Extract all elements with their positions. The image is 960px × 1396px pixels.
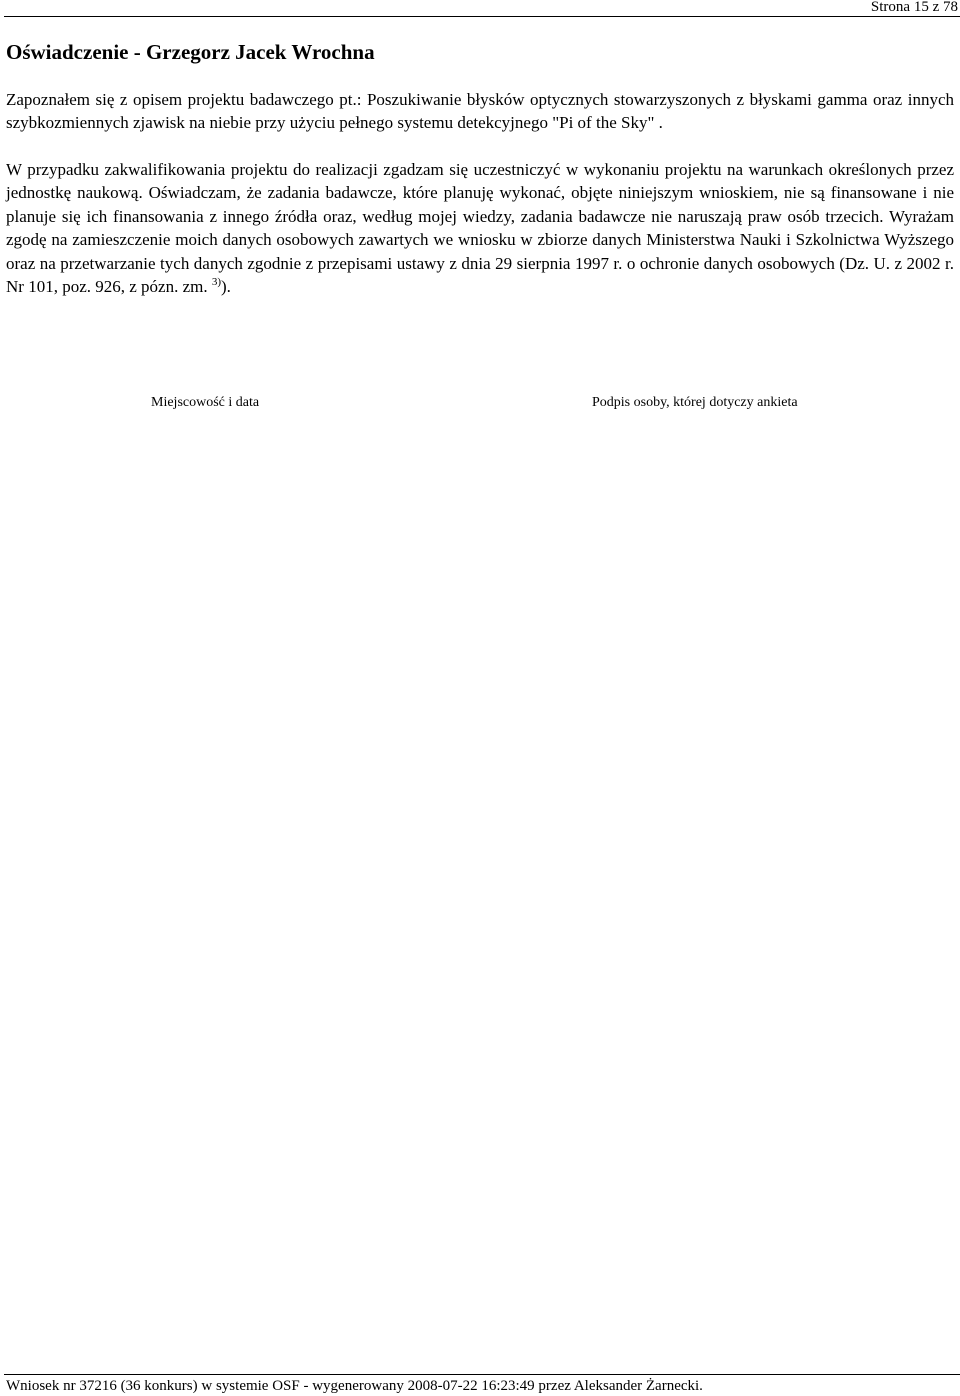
place-date-label: Miejscowość i data: [151, 395, 260, 410]
page-number: Strona 15 z 78: [870, 0, 958, 15]
document-title: Oświadczenie - Grzegorz Jacek Wrochna: [6, 40, 375, 64]
footnote-marker: 3): [211, 276, 222, 289]
paragraph-declaration: [6, 158, 954, 298]
declaration-end: ).: [221, 277, 231, 297]
footer-text: Wniosek nr 37216 (36 konkurs) w systemie OSF - wygenerowany 2008-07-22 16:23:49 przez Aleksander Żarnecki.: [6, 1378, 703, 1394]
header-divider: [4, 16, 960, 17]
signature-label: Podpis osoby, której dotyczy ankieta: [592, 395, 798, 410]
paragraph-project-acknowledgement: Zapoznałem się z opisem projektu badawczego pt.: Poszukiwanie błysków optycznych stowarzyszonych z błyskami gamma oraz innych szybkozmiennych zjawisk na niebie przy użyciu pełnego systemu detekcyjnego "Pi of the Sky" .: [6, 90, 954, 133]
footer-divider: [4, 1374, 960, 1375]
declaration-text: W przypadku zakwalifikowania projektu do realizacji zgadzam się uczestniczyć w wykonaniu projektu na warunkach określonych przez jednostkę naukową. Oświadczam, że zadania badawcze, które planuję wykonać, objęte niniejszym wnioskiem, nie są finansowane i nie planuje się ich finansowania z innego źródła oraz, według mojej wiedzy, zadania badawcze nie naruszają praw osób trzecich. Wyrażam zgodę na zamieszczenie moich danych osobowych zawartych we wniosku w zbiorze danych Ministerstwa Nauki i Szkolnictwa Wyższego oraz na przetwarzanie tych danych zgodnie z przepisami ustawy z dnia 29 sierpnia 1997 r. o ochronie danych osobowych (Dz. U. z 2002 r. Nr 101, poz. 926, z pózn. zm.: [6, 160, 954, 297]
